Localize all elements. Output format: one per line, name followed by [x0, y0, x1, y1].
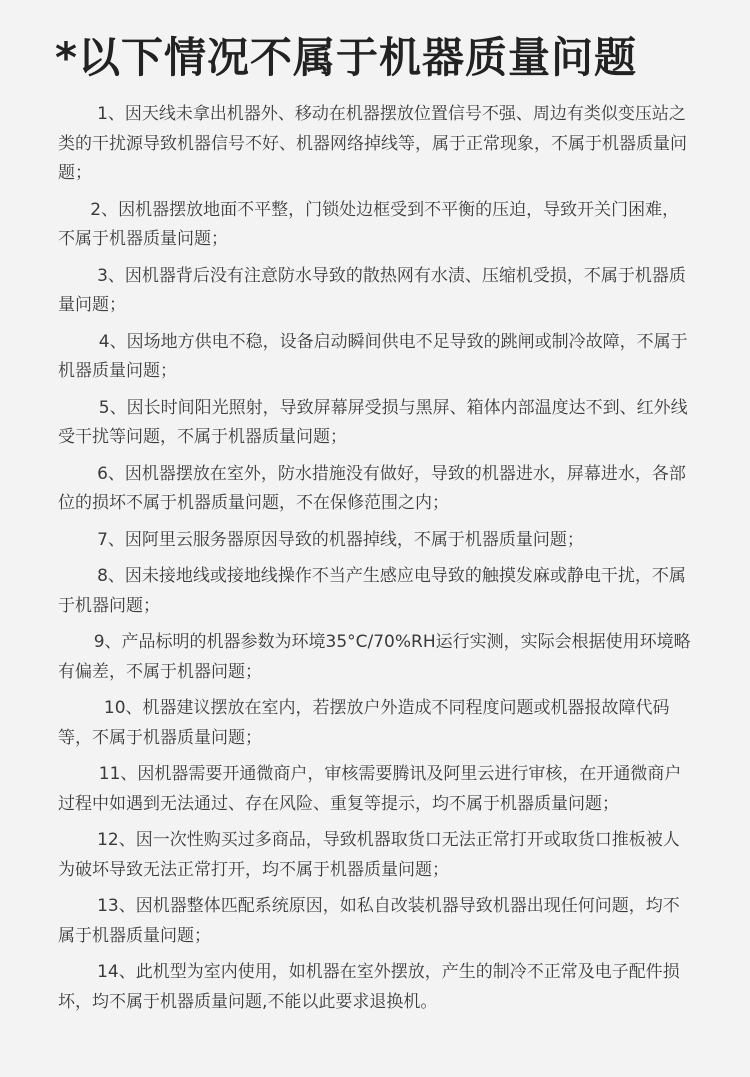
list-item: 8、因未接地线或接地线操作不当产生感应电导致的触摸发麻或静电干扰，不属于机器问题；	[58, 566, 686, 616]
list-item: 2、因机器摆放地面不平整，门锁处边框受到不平衡的压迫，导致开关门困难，不属于机器质量问题；	[58, 199, 680, 249]
exclusion-list	[58, 100, 694, 1024]
list-item: 14、此机型为室内使用，如机器在室外摆放，产生的制冷不正常及电子配件损坏，均不属于机器质量问题,不能以此要求退换机。	[58, 962, 680, 1012]
list-item: 10、机器建议摆放在室内，若摆放户外造成不同程度问题或机器报故障代码等，不属于机器质量问题；	[58, 698, 670, 748]
list-item: 4、因场地方供电不稳，设备启动瞬间供电不足导致的跳闸或制冷故障，不属于机器质量问题；	[58, 331, 688, 381]
list-item: 7、因阿里云服务器原因导致的机器掉线，不属于机器质量问题；	[97, 529, 584, 550]
list-item: 3、因机器背后没有注意防水导致的散热网有水渍、压缩机受损，不属于机器质量问题；	[58, 265, 686, 315]
list-item: 9、产品标明的机器参数为环境35°C/70%RH运行实测，实际会根据使用环境略有偏差，不属于机器问题；	[58, 632, 691, 682]
list-item: 12、因一次性购买过多商品，导致机器取货口无法正常打开或取货口推板被人为破坏导致无法正常打开，均不属于机器质量问题；	[58, 830, 680, 880]
list-item: 11、因机器需要开通微商户，审核需要腾讯及阿里云进行审核，在开通微商户过程中如遇到无法通过、存在风险、重复等提示，均不属于机器质量问题；	[58, 764, 682, 814]
list-item: 5、因长时间阳光照射，导致屏幕屏受损与黑屏、箱体内部温度达不到、红外线受干扰等问题，不属于机器质量问题；	[58, 397, 688, 447]
list-item: 13、因机器整体匹配系统原因，如私自改装机器导致机器出现任何问题，均不属于机器质量问题；	[58, 896, 680, 946]
list-item: 1、因天线未拿出机器外、移动在机器摆放位置信号不强、周边有类似变压站之类的干扰源导致机器信号不好、机器网络掉线等，属于正常现象，不属于机器质量问题；	[58, 104, 687, 183]
page-title: *以下情况不属于机器质量问题	[55, 33, 637, 82]
list-item: 6、因机器摆放在室外，防水措施没有做好，导致的机器进水，屏幕进水，各部位的损坏不属于机器质量问题，不在保修范围之内；	[58, 463, 686, 513]
